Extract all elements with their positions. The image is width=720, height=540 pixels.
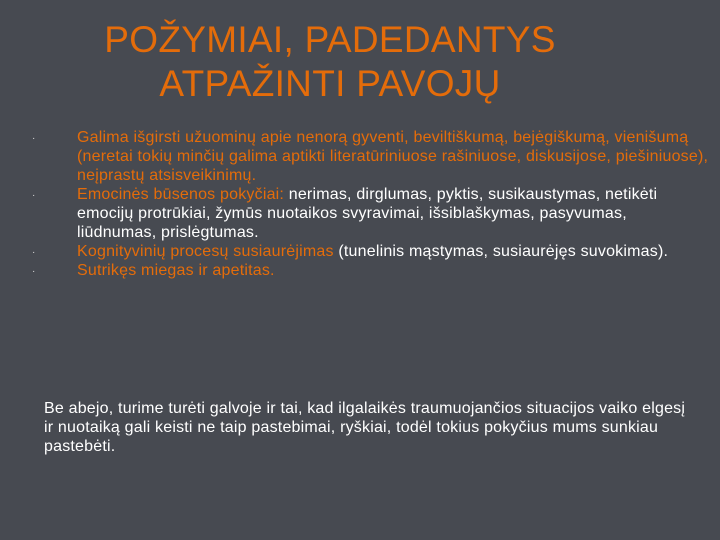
bullet-1-highlight: Galima išgirsti užuominų apie nenorą gyventi, beviltiškumą, bejėgiškumą, vienišumą (neretai tokių minčių galima aptikti literatūriniuose rašiniuose, diskusijose, piešiniuose), neįprastų atsisveikinimų. <box>77 129 709 184</box>
bullet-marker-icon: · <box>32 247 36 258</box>
bullet-marker-icon: · <box>32 190 36 201</box>
bullet-item-3 <box>20 242 710 261</box>
slide-title <box>0 18 660 106</box>
closing-paragraph: Be abejo, turime turėti galvoje ir tai, kad ilgalaikės traumuojančios situacijos vaiko elgesį ir nuotaiką gali keisti ne taip pastebimai, ryškiai, todėl tokius pokyčius mums sunkiau pastebėti. <box>44 400 686 455</box>
bullet-item-4 <box>20 261 710 280</box>
slide-title-line-2: ATPAŽINTI PAVOJŲ <box>159 63 501 104</box>
bullet-item-1 <box>20 128 710 185</box>
bullet-marker-icon: · <box>32 133 36 144</box>
bullet-3-text: (tunelinis mąstymas, susiaurėjęs suvokimas). <box>333 243 669 260</box>
bullet-marker-icon: · <box>32 266 36 277</box>
bullet-2-text: nerimas, dirglumas, pyktis, susikaustymas, netikėti emocijų protrūkiai, žymūs nuotaikos svyravimai, išsiblaškymas, pasyvumas, liūdnumas, prislėgtumas. <box>77 186 658 241</box>
bullet-2-highlight: Emocinės būsenos pokyčiai: <box>77 186 285 203</box>
bullet-3-highlight: Kognityvinių procesų susiaurėjimas <box>77 243 334 260</box>
slide-title-line-1: POŽYMIAI, PADEDANTYS <box>104 19 556 60</box>
bullet-item-2 <box>20 185 710 242</box>
bullet-4-highlight: Sutrikęs miegas ir apetitas. <box>77 262 275 279</box>
bullet-list <box>20 128 710 280</box>
